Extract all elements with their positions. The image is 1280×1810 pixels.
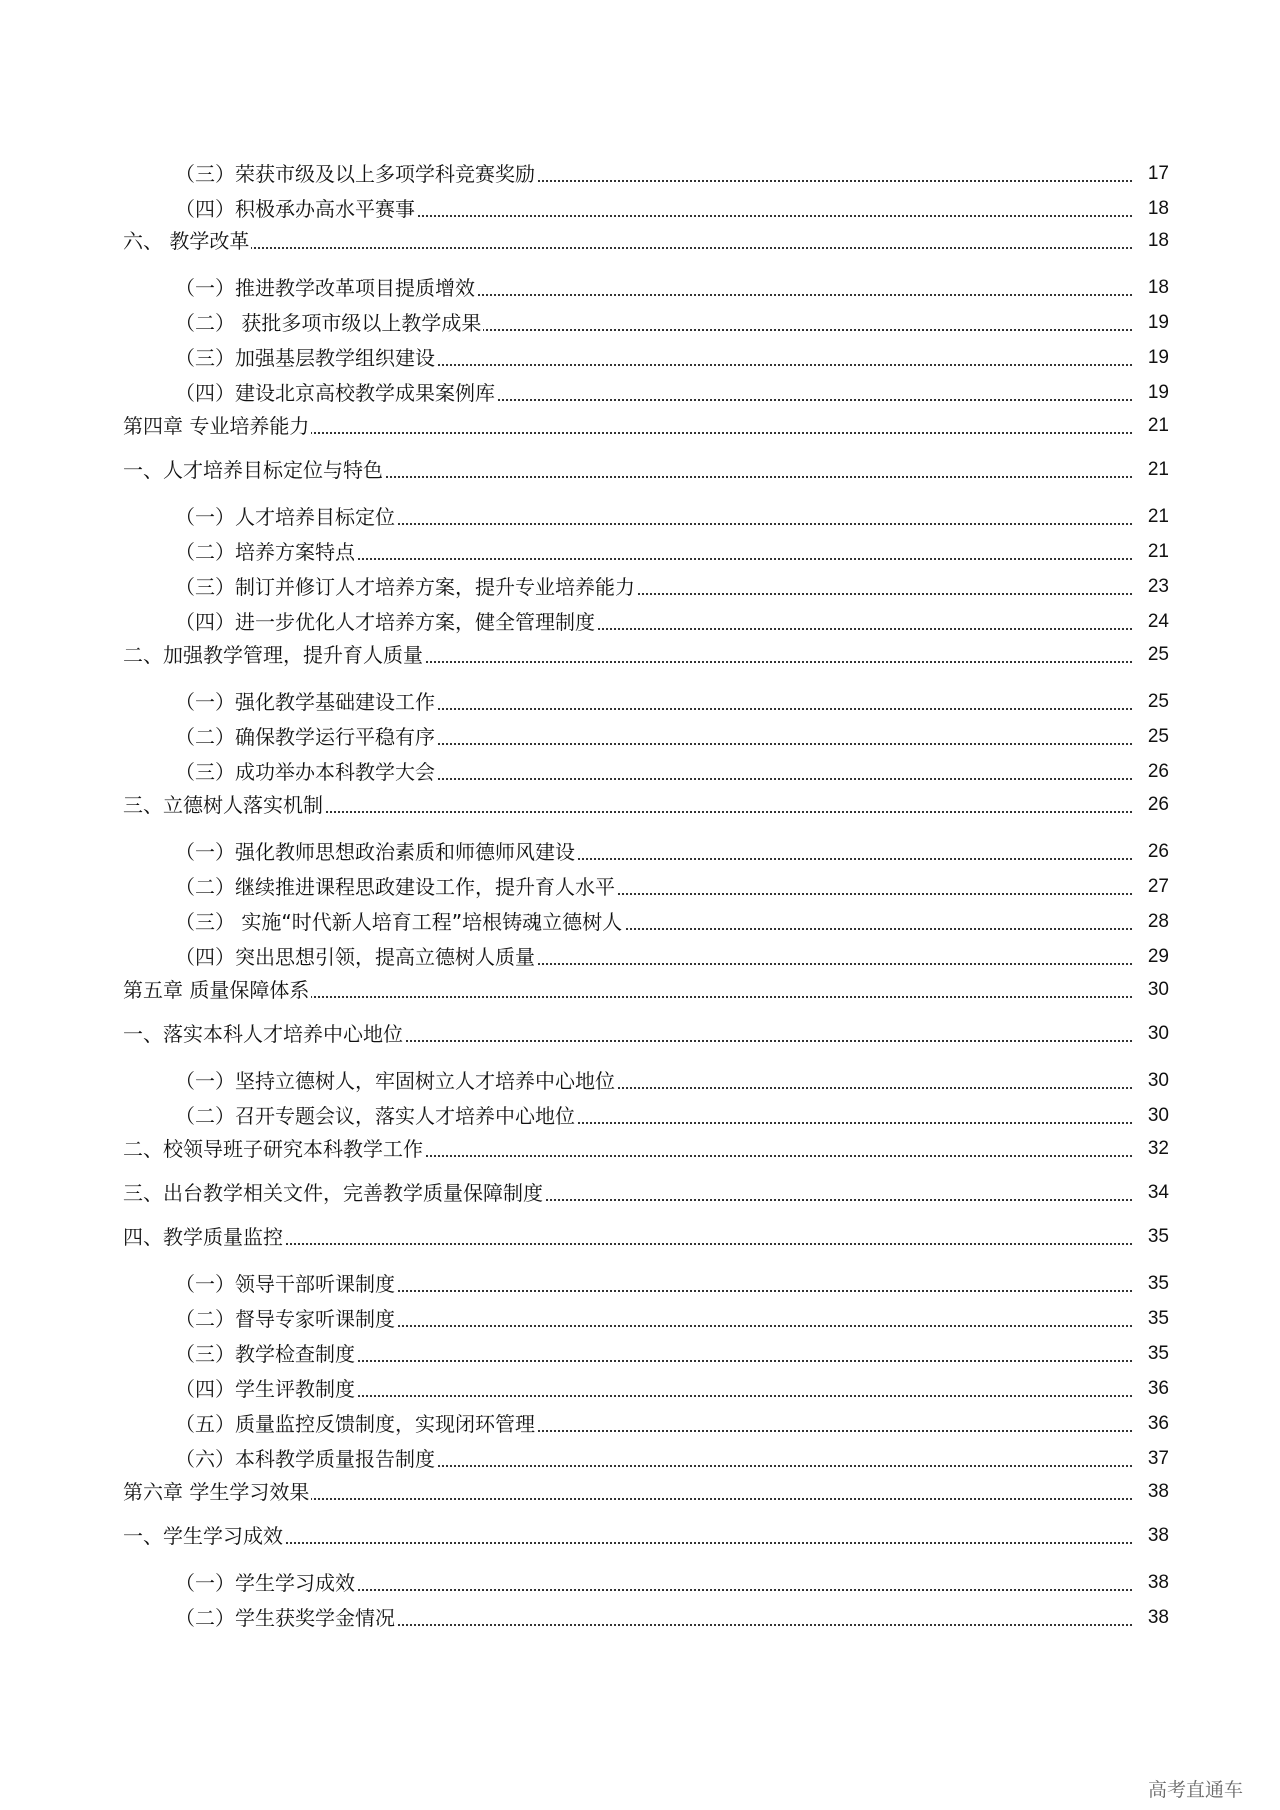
toc-entry[interactable] [0,1605,1280,1631]
toc-entry-label: （一）领导干部听课制度 [175,1272,395,1296]
toc-entry-label: 第六章 学生学习效果 [123,1480,310,1504]
toc-page-number: 32 [1147,1138,1169,1159]
toc-entry[interactable] [0,1446,1280,1472]
toc-entry-label: （三） 实施“时代新人培育工程”培根铸魂立德树人 [175,910,623,934]
toc-entry-label: （一）学生学习成效 [175,1571,355,1595]
toc-entry-label: （一）人才培养目标定位 [175,505,395,529]
toc-page-number: 18 [1147,230,1169,251]
toc-page-number: 17 [1147,163,1169,184]
toc-entry[interactable] [0,1103,1280,1129]
toc-entry[interactable] [0,1411,1280,1437]
toc-entry-label: 一、人才培养目标定位与特色 [123,458,383,482]
toc-entry-label: （四）积极承办高水平赛事 [175,197,415,221]
toc-entry-label: （三）教学检查制度 [175,1342,355,1366]
toc-entry[interactable] [0,161,1280,187]
toc-page-number: 36 [1147,1378,1169,1399]
toc-page-number: 34 [1147,1182,1169,1203]
toc-page-number: 36 [1147,1413,1169,1434]
toc-entry[interactable] [0,689,1280,715]
toc-entry-label: （一）强化教师思想政治素质和师德师风建设 [175,840,575,864]
toc-entry[interactable] [0,1271,1280,1297]
toc-page-number: 19 [1147,382,1169,403]
toc-page-number: 29 [1147,946,1169,967]
toc-entry[interactable] [0,539,1280,565]
toc-leader-dots [123,228,1132,254]
toc-entry[interactable] [0,944,1280,970]
toc-entry[interactable] [0,874,1280,900]
toc-entry-label: （二）确保教学运行平稳有序 [175,725,435,749]
toc-page-number: 38 [1147,1572,1169,1593]
toc-page-number: 21 [1147,506,1169,527]
toc-page-number: 21 [1147,541,1169,562]
toc-entry[interactable] [0,1306,1280,1332]
toc-entry[interactable] [0,724,1280,750]
toc-entry[interactable] [0,759,1280,785]
toc-entry[interactable] [0,1523,1280,1549]
toc-entry-label: 一、学生学习成效 [123,1524,283,1548]
toc-page-number: 18 [1147,277,1169,298]
toc-page-number: 30 [1147,1105,1169,1126]
toc-page-number: 21 [1147,459,1169,480]
toc-entry-label: 一、落实本科人才培养中心地位 [123,1022,403,1046]
toc-entry[interactable] [0,1136,1280,1162]
toc-entry-label: （四）突出思想引领，提高立德树人质量 [175,945,535,969]
toc-entry-label: （一）坚持立德树人，牢固树立人才培养中心地位 [175,1069,615,1093]
toc-entry[interactable] [0,457,1280,483]
toc-entry[interactable] [0,839,1280,865]
toc-entry[interactable] [0,1570,1280,1596]
toc-entry-label: （五）质量监控反馈制度，实现闭环管理 [175,1412,535,1436]
toc-entry[interactable] [0,1376,1280,1402]
toc-entry-label: 六、 教学改革 [123,229,250,253]
toc-entry-label: （四）建设北京高校教学成果案例库 [175,381,495,405]
toc-page-number: 25 [1147,691,1169,712]
toc-entry[interactable] [0,228,1280,254]
toc-page-number: 19 [1147,312,1169,333]
toc-page-number: 27 [1147,876,1169,897]
toc-page-number: 25 [1147,644,1169,665]
toc-entry-label: （二）召开专题会议，落实人才培养中心地位 [175,1104,575,1128]
toc-entry[interactable] [0,380,1280,406]
toc-entry-label: 四、教学质量监控 [123,1225,283,1249]
toc-entry[interactable] [0,413,1280,439]
toc-entry[interactable] [0,196,1280,222]
toc-entry[interactable] [0,792,1280,818]
toc-entry[interactable] [0,1341,1280,1367]
toc-page-number: 38 [1147,1607,1169,1628]
toc-entry-label: 第四章 专业培养能力 [123,414,310,438]
toc-page-number: 24 [1147,611,1169,632]
toc-entry-label: （一）强化教学基础建设工作 [175,690,435,714]
toc-page-number: 30 [1147,979,1169,1000]
toc-entry[interactable] [0,909,1280,935]
toc-page-number: 30 [1147,1070,1169,1091]
toc-entry-label: （三）荣获市级及以上多项学科竞赛奖励 [175,162,535,186]
toc-page-number: 28 [1147,911,1169,932]
toc-entry-label: （二）培养方案特点 [175,540,355,564]
toc-page-number: 35 [1147,1273,1169,1294]
toc-entry[interactable] [0,642,1280,668]
toc-entry-label: （三）加强基层教学组织建设 [175,346,435,370]
toc-page-number: 35 [1147,1343,1169,1364]
toc-page-number: 23 [1147,576,1169,597]
toc-entry-label: （二） 获批多项市级以上教学成果 [175,311,482,335]
toc-entry-label: （四）进一步优化人才培养方案，健全管理制度 [175,610,595,634]
toc-entry[interactable] [0,977,1280,1003]
toc-entry[interactable] [0,1021,1280,1047]
toc-page-number: 26 [1147,794,1169,815]
toc-page-number: 38 [1147,1481,1169,1502]
toc-entry-label: （四）学生评教制度 [175,1377,355,1401]
toc-entry-label: （六）本科教学质量报告制度 [175,1447,435,1471]
toc-page-number: 37 [1147,1448,1169,1469]
toc-page-number: 26 [1147,841,1169,862]
watermark: 高考直通车 [1148,1779,1244,1801]
toc-page-number: 18 [1147,198,1169,219]
toc-entry-label: （三）成功举办本科教学大会 [175,760,435,784]
toc-entry-label: 三、立德树人落实机制 [123,793,323,817]
toc-entry-label: （二）学生获奖学金情况 [175,1606,395,1630]
toc-page-number: 21 [1147,415,1169,436]
toc-entry[interactable] [0,574,1280,600]
toc-page-number: 38 [1147,1525,1169,1546]
toc-entry-label: 三、出台教学相关文件，完善教学质量保障制度 [123,1181,543,1205]
toc-entry-label: 二、校领导班子研究本科教学工作 [123,1137,423,1161]
toc-entry-label: （二）督导专家听课制度 [175,1307,395,1331]
toc-entry[interactable] [0,275,1280,301]
toc-entry[interactable] [0,1180,1280,1206]
toc-entry-label: （二）继续推进课程思政建设工作，提升育人水平 [175,875,615,899]
toc-entry-label: 第五章 质量保障体系 [123,978,310,1002]
toc-entry[interactable] [0,1224,1280,1250]
toc-entry-label: （一）推进教学改革项目提质增效 [175,276,475,300]
toc-entry[interactable] [0,609,1280,635]
toc-page-number: 26 [1147,761,1169,782]
toc-entry[interactable] [0,1068,1280,1094]
toc-entry-label: 二、加强教学管理，提升育人质量 [123,643,423,667]
toc-page-number: 35 [1147,1226,1169,1247]
toc-page-number: 35 [1147,1308,1169,1329]
toc-entry-label: （三）制订并修订人才培养方案，提升专业培养能力 [175,575,635,599]
toc-page-number: 25 [1147,726,1169,747]
toc-entry[interactable] [0,310,1280,336]
toc-entry[interactable] [0,1479,1280,1505]
toc-entry[interactable] [0,345,1280,371]
toc-page-number: 30 [1147,1023,1169,1044]
toc-entry[interactable] [0,504,1280,530]
toc-page-number: 19 [1147,347,1169,368]
